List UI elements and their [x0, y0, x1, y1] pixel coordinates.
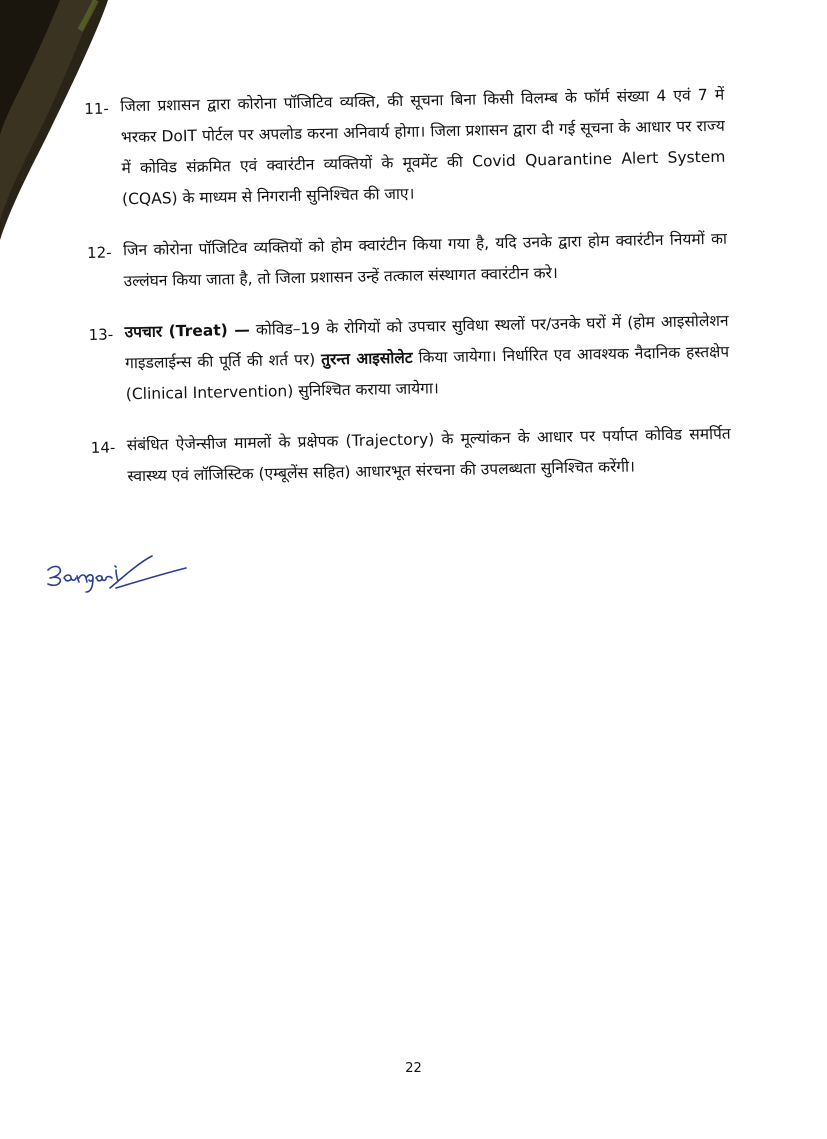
item-bold-phrase: तुरन्त आइसोलेट [320, 348, 413, 369]
item-text-part: किया जायेगा। निर्धारित एव आवश्यक नैदानिक हस्तक्षेप (Clinical Intervention) सुनिश्चित कराया जायेगा। [125, 342, 730, 404]
item-text: संबंधित ऐजेन्सीज मामलों के प्रक्षेपक (Trajectory) के मूल्यांकन के आधार पर पर्याप्त कोविड समर्पित स्वास्थ्य एवं लॉजिस्टिक (एम्बूलेंस सहित) आधारभूत संरचना की उपलब्धता सुनिश्चित करेंगी। [126, 424, 731, 486]
handwritten-signature [44, 548, 194, 598]
item-number: 14- [90, 438, 116, 457]
item-text [124, 306, 730, 411]
list-item [91, 419, 732, 493]
page-number: 22 [405, 1061, 422, 1076]
list-item [88, 306, 730, 411]
list-item [87, 224, 728, 298]
list-item [84, 80, 726, 216]
document-body [84, 80, 732, 513]
item-number: 12- [86, 243, 112, 262]
item-number: 13- [88, 325, 114, 344]
item-heading-bold: उपचार (Treat) — [124, 320, 250, 342]
item-number: 11- [84, 99, 109, 118]
item-text: जिन कोरोना पॉजिटिव व्यक्तियों को होम क्वारंटीन किया गया है, यदि उनके द्वारा होम क्वारंटीन नियमों का उल्लंघन किया जाता है, तो जिला प्रशासन उन्हें तत्काल संस्थागत क्वारंटीन करे। [122, 229, 728, 291]
item-text-part: कोविड–19 के रोगियों को उपचार सुविधा स्थलों पर/उनके घरों में (होम आइसोलेशन गाइडलाईन्स की पूर्ति की शर्त पर) [125, 311, 729, 373]
item-text: जिला प्रशासन द्वारा कोरोना पॉजिटिव व्यक्ति, की सूचना बिना किसी विलम्ब के फॉर्म संख्या 4 एवं 7 में भरकर DoIT पोर्टल पर अपलोड करना अनिवार्य होगा। जिला प्रशासन द्वारा दी गई सूचना के आधार पर राज्य में कोविड संक्रमित एवं क्वारंटीन व्यक्तियों के मूवमेंट की Covid Quarantine Alert System (CQAS) के माध्यम से निगरानी सुनिश्चित की जाए। [120, 85, 726, 209]
